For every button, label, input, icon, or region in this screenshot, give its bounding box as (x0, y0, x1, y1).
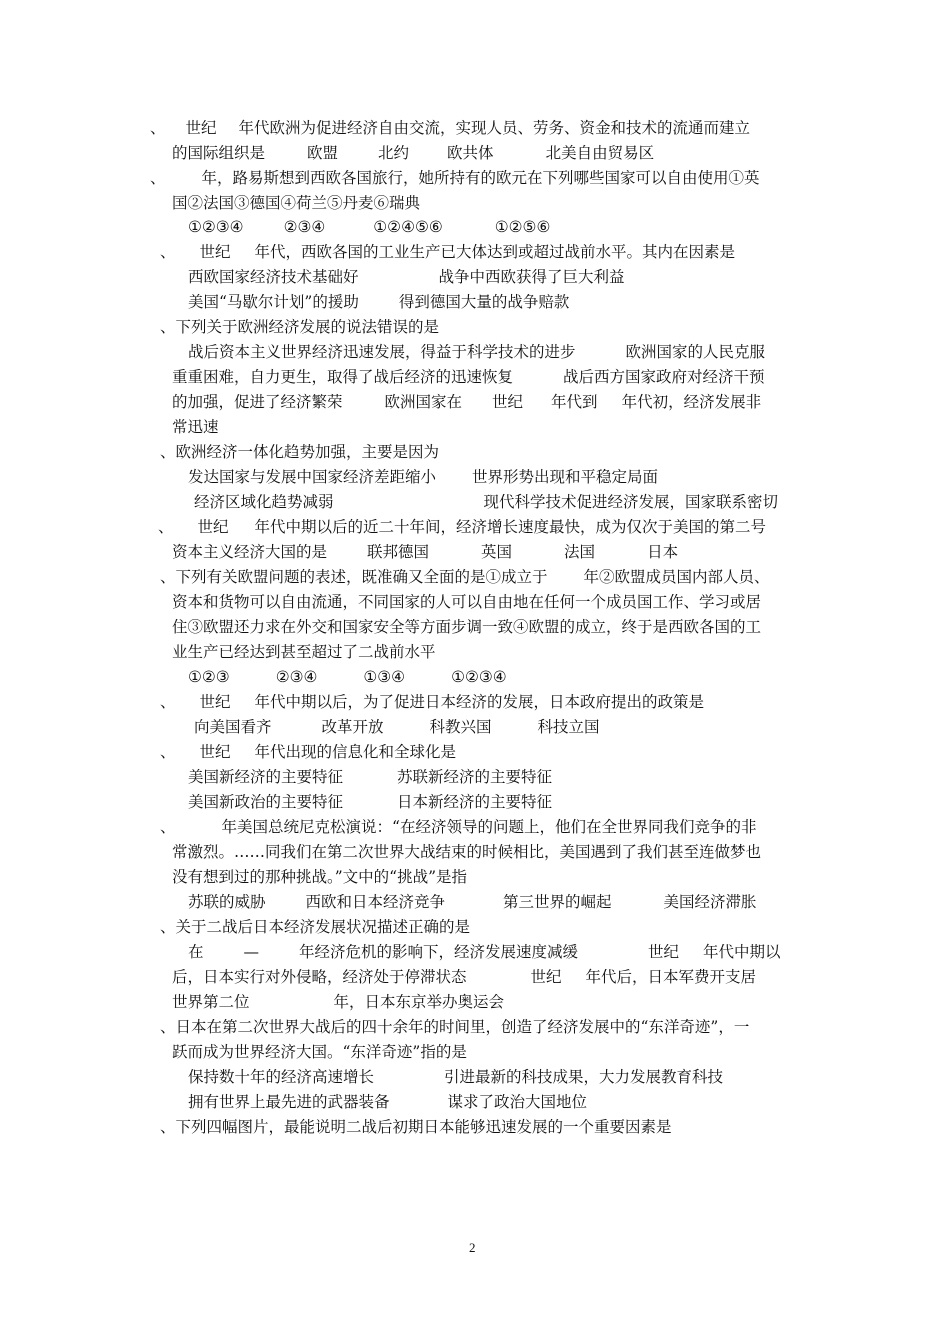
text-line (172, 617, 761, 637)
text-segment: 美国经济滞胀 (663, 893, 757, 911)
text-segment: ①②③④ (188, 218, 244, 236)
text-segment: 苏联新经济的主要特征 (397, 768, 553, 786)
text-segment: 西欧和日本经济竞争 (305, 893, 446, 911)
text-segment: 世纪 (530, 968, 562, 986)
text-segment: 战后资本主义世界经济迅速发展，得益于科学技术的进步 (188, 343, 576, 361)
text-segment: 、 (150, 169, 166, 187)
text-segment: 、 (158, 518, 174, 536)
text-line (188, 267, 625, 287)
text-segment: 年美国总统尼克松演说：“在经济领导的问题上，他们在全世界同我们竞争的非 (221, 818, 757, 836)
text-segment: 美国“马歇尔计划”的援助 (188, 293, 359, 311)
text-segment: ①②③④ (451, 668, 507, 686)
text-segment: 科技立国 (537, 718, 600, 736)
text-segment: 谋求了政治大国地位 (447, 1093, 588, 1111)
text-line (172, 842, 761, 862)
text-segment: 保持数十年的经济高速增长 (188, 1068, 375, 1086)
text-segment: 经济区域化趋势减弱 (194, 493, 334, 511)
text-line (188, 667, 507, 687)
text-segment: 世纪 (185, 119, 217, 137)
text-segment: 重重困难，自力更生，取得了战后经济的迅速恢复 (172, 368, 514, 386)
text-line (172, 967, 756, 987)
text-segment: 现代科学技术促进经济发展，国家联系密切 (483, 493, 779, 511)
text-segment: ①②④⑤⑥ (373, 218, 443, 236)
text-segment: 年代欧洲为促进经济自由交流，实现人员、劳务、资金和技术的流通而建立 (238, 119, 751, 137)
text-segment: 西欧国家经济技术基础好 (188, 268, 359, 286)
text-line (194, 492, 778, 512)
text-line (150, 118, 750, 138)
page-number: 2 (469, 1240, 476, 1255)
text-line (172, 193, 420, 213)
text-segment: 、下列有关欧盟问题的表述，既准确又全面的是①成立于 (160, 568, 548, 586)
text-line (172, 417, 219, 437)
text-line (172, 592, 761, 612)
text-line (150, 168, 760, 188)
text-segment: 资本主义经济大国的是 (172, 543, 328, 561)
text-segment: 世纪 (197, 518, 229, 536)
text-segment: 世纪 (199, 743, 231, 761)
text-line (172, 367, 765, 387)
text-line (172, 867, 467, 887)
text-segment: 年代中期以后的近二十年间，经济增长速度最快，成为仅次于美国的第二号 (254, 518, 767, 536)
text-segment: 、 (160, 243, 176, 261)
text-line (160, 317, 439, 337)
text-segment: 年②欧盟成员国内部人员、 (583, 568, 770, 586)
text-line (188, 1092, 587, 1112)
text-segment: ②③④ (283, 218, 326, 236)
text-line (172, 143, 654, 163)
text-segment: 欧洲国家在 (384, 393, 463, 411)
text-segment: 世纪 (199, 243, 231, 261)
text-line (172, 642, 436, 662)
text-segment: 向美国看齐 (194, 718, 272, 736)
text-line (188, 892, 757, 912)
text-segment: 国②法国③德国④荷兰⑤丹麦⑥瑞典 (172, 194, 421, 212)
text-segment: 年代中期以后，为了促进日本经济的发展，日本政府提出的政策是 (254, 693, 705, 711)
text-line (194, 717, 600, 737)
text-segment: 世纪 (492, 393, 524, 411)
text-segment: 年代出现的信息化和全球化是 (254, 743, 457, 761)
text-segment: 年，路易斯想到西欧各国旅行，她所持有的欧元在下列哪些国家可以自由使用①英 (201, 169, 760, 187)
text-line (188, 767, 552, 787)
text-line (158, 517, 766, 537)
text-line (160, 567, 770, 587)
text-segment: 年代中期以 (703, 943, 781, 961)
text-line (188, 942, 781, 962)
text-segment: 没有想到过的那种挑战。”文中的“挑战”是指 (172, 868, 468, 886)
text-segment: 第三世界的崛起 (503, 893, 612, 911)
text-segment: 、 (160, 818, 176, 836)
text-segment: 常激烈。……同我们在第二次世界大战结束的时候相比，美国遇到了我们甚至连做梦也 (172, 843, 762, 861)
text-segment: 联邦德国 (367, 543, 430, 561)
text-segment: 世界第二位 (172, 993, 250, 1011)
text-segment: 年经济危机的影响下，经济发展速度减缓 (299, 943, 579, 961)
text-segment: 美国新政治的主要特征 (188, 793, 344, 811)
text-segment: 年代后，日本军费开支居 (585, 968, 757, 986)
text-segment: 拥有世界上最先进的武器装备 (188, 1093, 390, 1111)
text-segment: 科教兴国 (429, 718, 492, 736)
text-line (160, 692, 704, 712)
text-line (160, 442, 439, 462)
text-segment: 北美自由贸易区 (545, 144, 655, 162)
text-segment: 、欧洲经济一体化趋势加强，主要是因为 (160, 443, 440, 461)
text-segment: 欧洲国家的人民克服 (625, 343, 766, 361)
text-segment: 、关于二战后日本经济发展状况描述正确的是 (160, 918, 471, 936)
text-segment: 在 (188, 943, 204, 961)
text-segment: 、 (160, 693, 176, 711)
text-line (188, 467, 658, 487)
text-line (172, 542, 678, 562)
text-segment: 世纪 (199, 693, 231, 711)
text-line (160, 1017, 749, 1037)
text-segment: 战后西方国家政府对经济干预 (563, 368, 765, 386)
text-segment: 英国 (481, 543, 513, 561)
text-segment: 欧盟 (307, 144, 339, 162)
text-segment: 苏联的威胁 (188, 893, 266, 911)
text-segment: 的国际组织是 (172, 144, 266, 162)
text-line (172, 992, 504, 1012)
text-segment: 跃而成为世界经济大国。“东洋奇迹”指的是 (172, 1043, 467, 1061)
text-line (160, 817, 756, 837)
text-segment: ②③④ (275, 668, 318, 686)
text-line (188, 292, 569, 312)
text-line (188, 342, 765, 362)
text-segment: 年代到 (551, 393, 598, 411)
text-segment: 欧共体 (447, 144, 494, 162)
text-segment: 法国 (564, 543, 596, 561)
text-segment: 战争中西欧获得了巨大利益 (438, 268, 625, 286)
text-segment: 住③欧盟还力求在外交和国家安全等方面步调一致④欧盟的成立，终于是西欧各国的工 (172, 618, 762, 636)
text-segment: ①②⑤⑥ (494, 218, 551, 236)
text-segment: — (243, 943, 260, 961)
text-segment: 北约 (378, 144, 410, 162)
text-segment: ①③④ (363, 668, 406, 686)
text-segment: 常迅速 (172, 418, 219, 436)
text-segment: 、 (160, 743, 176, 761)
text-line (188, 792, 552, 812)
text-segment: 年代初，经济发展非 (621, 393, 762, 411)
text-segment: 、下列四幅图片，最能说明二战后初期日本能够迅速发展的一个重要因素是 (160, 1118, 672, 1136)
text-segment: 年代，西欧各国的工业生产已大体达到或超过战前水平。其内在因素是 (254, 243, 736, 261)
text-line (172, 392, 761, 412)
text-segment: 年，日本东京举办奥运会 (333, 993, 505, 1011)
text-segment: 后，日本实行对外侵略，经济处于停滞状态 (172, 968, 467, 986)
text-segment: 日本 (647, 543, 679, 561)
text-line (172, 1042, 467, 1062)
text-line (188, 1067, 723, 1087)
text-segment: 、日本在第二次世界大战后的四十余年的时间里，创造了经济发展中的“东洋奇迹”，一 (160, 1018, 750, 1036)
text-segment: 得到德国大量的战争赔款 (398, 293, 570, 311)
text-segment: 世纪 (648, 943, 680, 961)
text-segment: ①②③ (188, 668, 230, 686)
text-segment: 的加强，促进了经济繁荣 (172, 393, 343, 411)
text-line (160, 1117, 672, 1137)
text-line (160, 742, 456, 762)
text-segment: 业生产已经达到甚至超过了二战前水平 (172, 643, 436, 661)
text-segment: 、下列关于欧洲经济发展的说法错误的是 (160, 318, 440, 336)
text-line (188, 217, 550, 237)
text-segment: 、 (150, 119, 166, 137)
text-segment: 资本和货物可以自由流通，不同国家的人可以自由地在任何一个成员国工作、学习或居 (172, 593, 762, 611)
text-segment: 美国新经济的主要特征 (188, 768, 344, 786)
text-segment: 改革开放 (321, 718, 384, 736)
text-line (160, 917, 470, 937)
text-segment: 世界形势出现和平稳定局面 (472, 468, 659, 486)
text-line (160, 242, 735, 262)
text-segment: 引进最新的科技成果，大力发展教育科技 (444, 1068, 724, 1086)
text-segment: 发达国家与发展中国家经济差距缩小 (188, 468, 437, 486)
text-segment: 日本新经济的主要特征 (397, 793, 553, 811)
